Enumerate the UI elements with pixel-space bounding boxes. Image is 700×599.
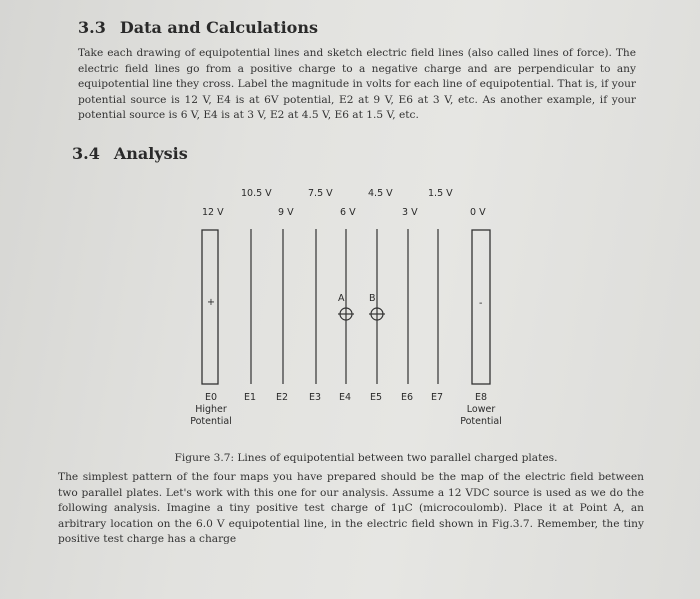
point-a-label: A [338, 293, 345, 304]
figure-caption: Figure 3.7: Lines of equipotential between two parallel charged plates. [174, 452, 558, 464]
label-e0-caption-2: Potential [190, 416, 232, 427]
voltage-label-10-5v: 10.5 V [241, 188, 272, 199]
label-e2: E2 [276, 392, 289, 403]
closing-paragraph: The simplest pattern of the four maps you have prepared should be the map of the electric field between two parallel plates. Let's work with this one for our analysis. Assume a 12 VDC source is used as we do the following analysis. Imagine a tiny positive test charge of 1μC (microcoulomb). Place it at Point A, an arbitrary location on the 6.0 V equipotential line, in the electric field shown in Fig.3.7. Remember, the tiny positive test charge has a charge [58, 471, 644, 546]
section-3-4-number: 3.4 [72, 144, 100, 163]
point-b-label: B [369, 293, 376, 304]
voltage-label-0v: 0 V [470, 207, 486, 218]
voltage-label-7-5v: 7.5 V [308, 188, 333, 199]
label-e8-name: E8 [474, 392, 488, 403]
negative-sign: - [479, 298, 483, 309]
voltage-label-9v: 9 V [278, 207, 294, 218]
label-e8 [458, 392, 504, 428]
label-e7: E7 [431, 392, 444, 403]
label-e6: E6 [401, 392, 414, 403]
label-e8-caption-1: Lower [466, 404, 496, 415]
positive-sign: + [207, 297, 215, 308]
label-e8-caption-2: Potential [460, 416, 502, 427]
label-e0-caption-1: Higher [195, 404, 227, 415]
label-e0 [188, 392, 234, 428]
voltage-label-4-5v: 4.5 V [368, 188, 393, 199]
label-e0-name: E0 [204, 392, 218, 403]
voltage-label-6v: 6 V [340, 207, 356, 218]
label-e5: E5 [370, 392, 383, 403]
label-e4: E4 [339, 392, 352, 403]
section-3-3-number: 3.3 [78, 18, 106, 37]
section-3-3-paragraph: Take each drawing of equipotential lines and sketch electric field lines (also called lines of force). The electric field lines go from a positive charge to a negative charge and are perpendicular to any equipotential line they cross. Label the magnitude in volts for each line of equipotential. That is, if your potential source is 12 V, E4 is at 6V potential, E2 at 9 V, E6 at 3 V, etc. As another example, if your potential source is 6 V, E4 is at 3 V, E2 at 4.5 V, E6 at 1.5 V, etc. [78, 47, 636, 122]
voltage-label-12v: 12 V [202, 207, 224, 218]
section-3-4-title: Analysis [113, 144, 188, 163]
label-e1: E1 [244, 392, 257, 403]
label-e3: E3 [309, 392, 322, 403]
voltage-label-1-5v: 1.5 V [428, 188, 453, 199]
voltage-label-3v: 3 V [402, 207, 418, 218]
section-3-3-title: Data and Calculations [119, 18, 318, 37]
